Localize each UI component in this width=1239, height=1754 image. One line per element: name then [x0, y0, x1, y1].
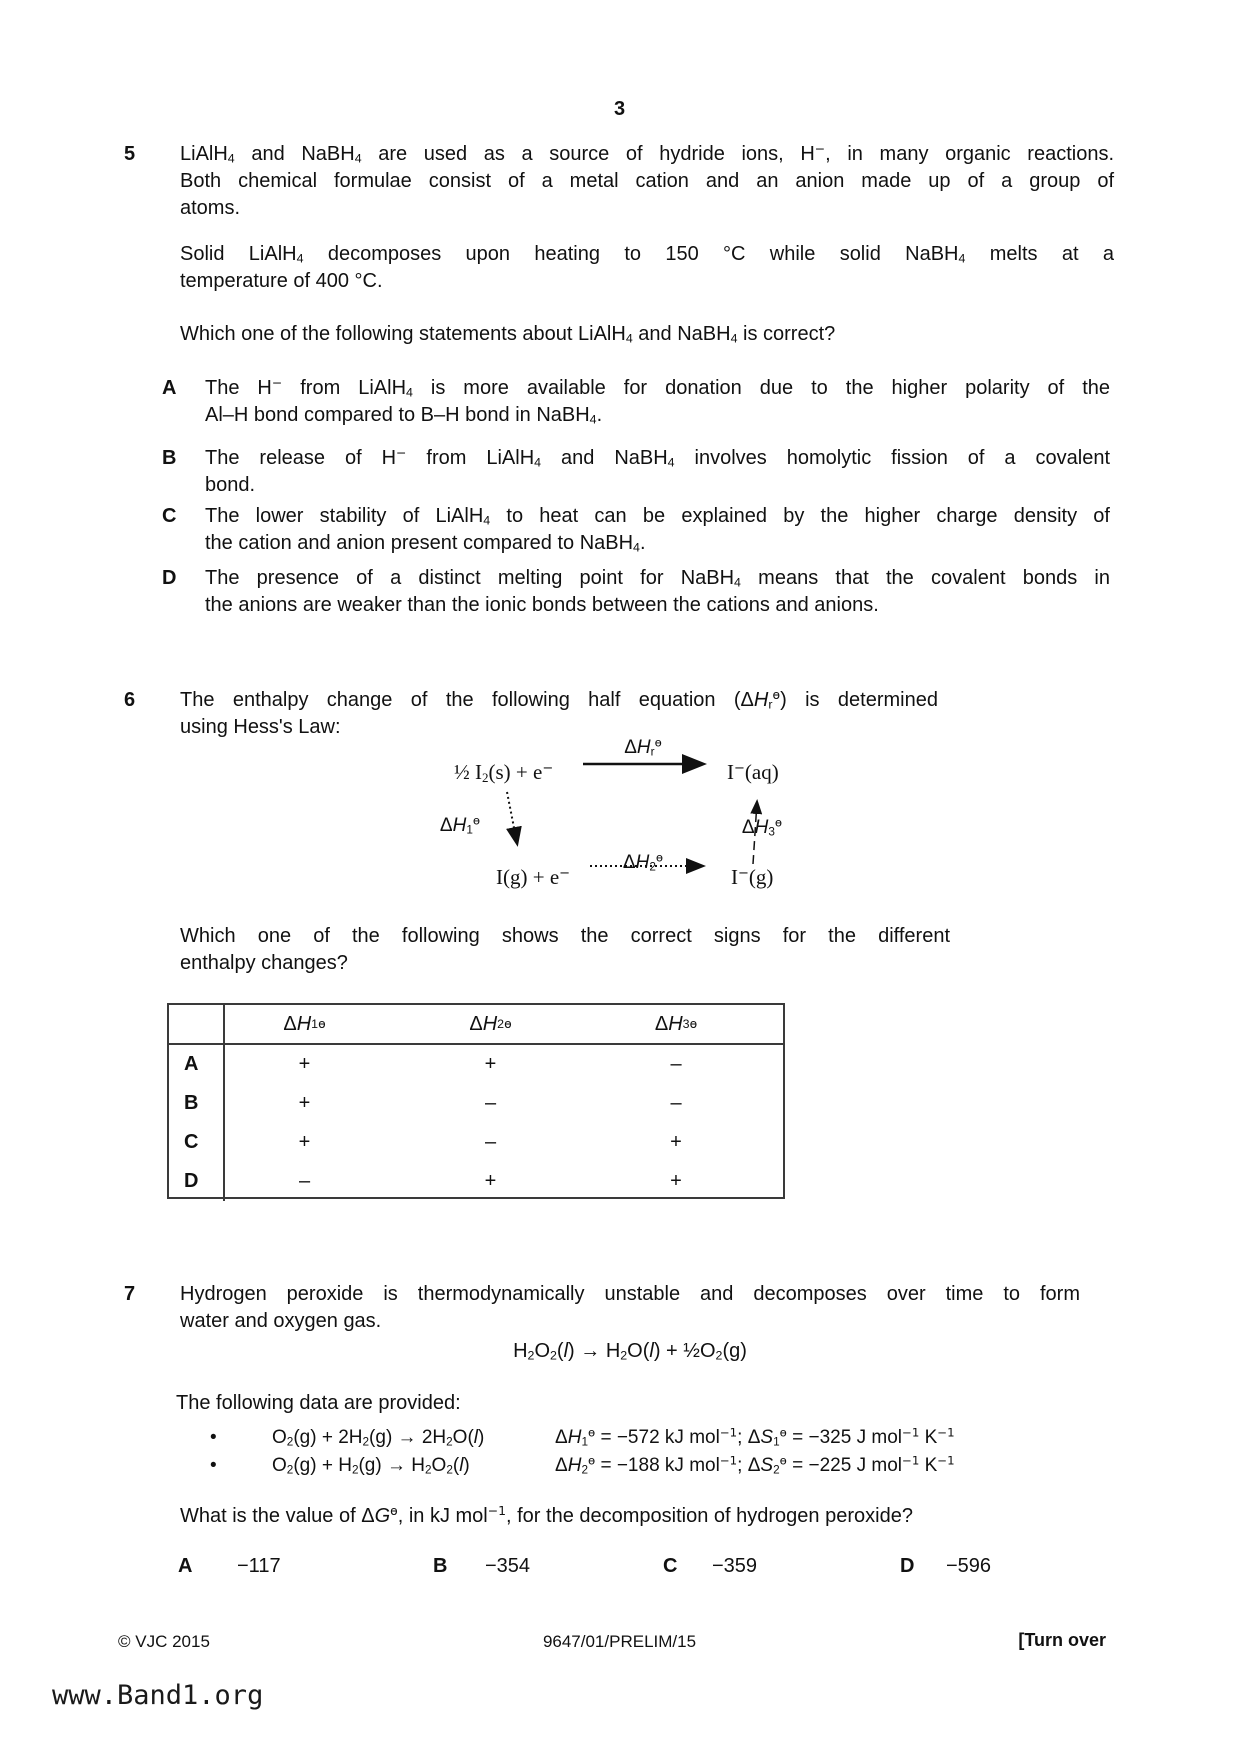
option-a-text: The H− from LiAlH$_4$ is more available for donation due to the higher polarity of the Al–H bond compared to B–H bond in NaBH$_4$. — [205, 375, 1110, 427]
cycle-label-dh-1: $\Delta H_1^ɵ$ — [439, 813, 481, 837]
question-7-number: 7 — [124, 1283, 136, 1305]
footer-paper-code: 9647/01/PRELIM/15 — [542, 1632, 697, 1651]
bullet-1-equation: $O_2(g) + 2H_2(g) \to 2H_2O(l)$ — [272, 1427, 485, 1449]
table-row-c-dh2: – — [484, 1131, 497, 1153]
page-number: 3 — [613, 98, 626, 120]
table-row-b-dh1: + — [298, 1092, 311, 1114]
option-c-text: The lower stability of LiAlH$_4$ to heat can be explained by the higher charge density of the cation and anion present compared to NaBH$_4$. — [205, 505, 1110, 555]
question-7-paragraph-1: Hydrogen peroxide is thermodynamically unstable and decomposes over time to form water and oxygen gas. — [180, 1283, 1080, 1332]
question-7-stem: What is the value of $\Delta G^ɵ$, in kJ mol$^{-1}$, for the decomposition of hydrogen peroxide? — [180, 1503, 913, 1527]
watermark-url: www.Band1.org — [52, 1680, 264, 1711]
table-corner-cell — [169, 1005, 225, 1045]
option-a-label: A — [162, 377, 177, 399]
answer-c-value: −359 — [712, 1555, 758, 1577]
table-row-d-label: D — [169, 1162, 225, 1201]
question-6-intro: The enthalpy change of the following half equation $(\Delta H_r^ɵ)$ is determined using Hess's Law: — [180, 687, 938, 738]
enthalpy-signs-table — [167, 1003, 785, 1199]
answer-b-label: B — [433, 1555, 448, 1577]
bullet-2-equation: $O_2(g) + H_2(g) \to H_2O_2(l)$ — [272, 1455, 470, 1477]
table-row-a-label: A — [169, 1045, 225, 1084]
cycle-species-bottom-right: I−(g) — [731, 865, 774, 889]
table-row-b-dh2: – — [484, 1092, 497, 1114]
data-bullet-2 — [210, 1452, 1110, 1480]
question-5-paragraph-2: Solid LiAlH$_4$ decomposes upon heating to 150 °C while solid NaBH$_4$ melts at a temperature of 400 °C. — [180, 243, 1114, 292]
decomposition-equation: $H_2O_2(l) \to H_2O(l)$ + $\frac{1}{2}O_2(g)$ — [513, 1340, 747, 1363]
bullet-1-thermo-data: $\Delta H_1^ɵ = -572$ kJ mol$^{-1}$; $\Delta S_1^ɵ = -325$ J mol$^{-1}$ $K^{-1}$ — [555, 1425, 955, 1449]
bullet-2-thermo-data: $\Delta H_2^ɵ = -188$ kJ mol$^{-1}$; $\Delta S_2^ɵ = -225$ J mol$^{-1}$ $K^{-1}$ — [555, 1453, 955, 1477]
option-d-text: The presence of a distinct melting point for NaBH$_4$ means that the covalent bonds in the anions are weaker than the ionic bonds between the cations and anions. — [205, 567, 1110, 616]
data-intro: The following data are provided: — [176, 1392, 461, 1414]
option-c-label: C — [162, 505, 177, 527]
bullet-icon: • — [210, 1455, 217, 1476]
cycle-species-bottom-left: I(g) + e− — [496, 865, 571, 889]
question-6-stem: Which one of the following shows the correct signs for the different enthalpy changes? — [180, 925, 950, 974]
cycle-species-top-right: I−(aq) — [727, 760, 779, 784]
footer-turn-over: [Turn over — [1018, 1630, 1106, 1650]
data-bullet-1 — [210, 1424, 1110, 1452]
option-b-text: The release of H− from LiAlH$_4$ and NaBH$_4$ involves homolytic fission of a covalent bond. — [205, 445, 1110, 496]
hess-cycle-diagram — [440, 733, 830, 908]
table-row-c-label: C — [169, 1123, 225, 1162]
option-b-label: B — [162, 447, 177, 469]
question-6-number: 6 — [124, 689, 136, 711]
table-row-b-label: B — [169, 1084, 225, 1123]
table-header-dh3: Δ H 3 ɵ — [597, 1005, 783, 1045]
question-5-paragraph-1: LiAlH$_4$ and NaBH$_4$ are used as a source of hydride ions, H−, in many organic reactions. Both chemical formulae consist of a metal cation and an anion made up of a group of atoms. — [180, 141, 1115, 219]
answer-b-value: −354 — [485, 1555, 531, 1577]
table-row-c-dh3: + — [670, 1131, 682, 1153]
footer-copyright: © VJC 2015 — [118, 1632, 210, 1651]
question-5-number: 5 — [124, 143, 136, 165]
table-header-dh2: Δ H 2 ɵ — [412, 1005, 597, 1045]
table-row-a-dh3: – — [670, 1053, 682, 1075]
cycle-label-dh-r: $\Delta H_r^ɵ$ — [624, 735, 662, 759]
table-row-b-dh3: – — [670, 1092, 682, 1114]
cycle-species-top-left: ½ $I_2(s) + e^-$ — [454, 760, 554, 785]
table-row-a-dh1: + — [298, 1053, 311, 1075]
table-row-c-dh1: + — [298, 1131, 311, 1153]
answer-d-label: D — [900, 1555, 915, 1577]
answer-c-label: C — [663, 1555, 678, 1577]
bullet-icon: • — [210, 1427, 217, 1448]
table-row-a-dh2: + — [484, 1053, 497, 1075]
table-header-dh1: Δ H 1 ɵ — [225, 1005, 412, 1045]
table-row-d-dh3: + — [670, 1170, 682, 1192]
answer-d-value: −596 — [946, 1555, 992, 1577]
question-5-stem: Which one of the following statements about LiAlH$_4$ and NaBH$_4$ is correct? — [180, 323, 836, 346]
cycle-label-dh-3: $\Delta H_3^ɵ$ — [741, 815, 783, 839]
option-d-label: D — [162, 567, 177, 589]
cycle-label-dh-2: $\Delta H_2^ɵ$ — [622, 850, 664, 874]
table-row-d-dh1: – — [298, 1170, 311, 1192]
answer-a-value: −117 — [237, 1555, 281, 1577]
table-row-d-dh2: + — [484, 1170, 497, 1192]
answer-a-label: A — [178, 1555, 193, 1577]
